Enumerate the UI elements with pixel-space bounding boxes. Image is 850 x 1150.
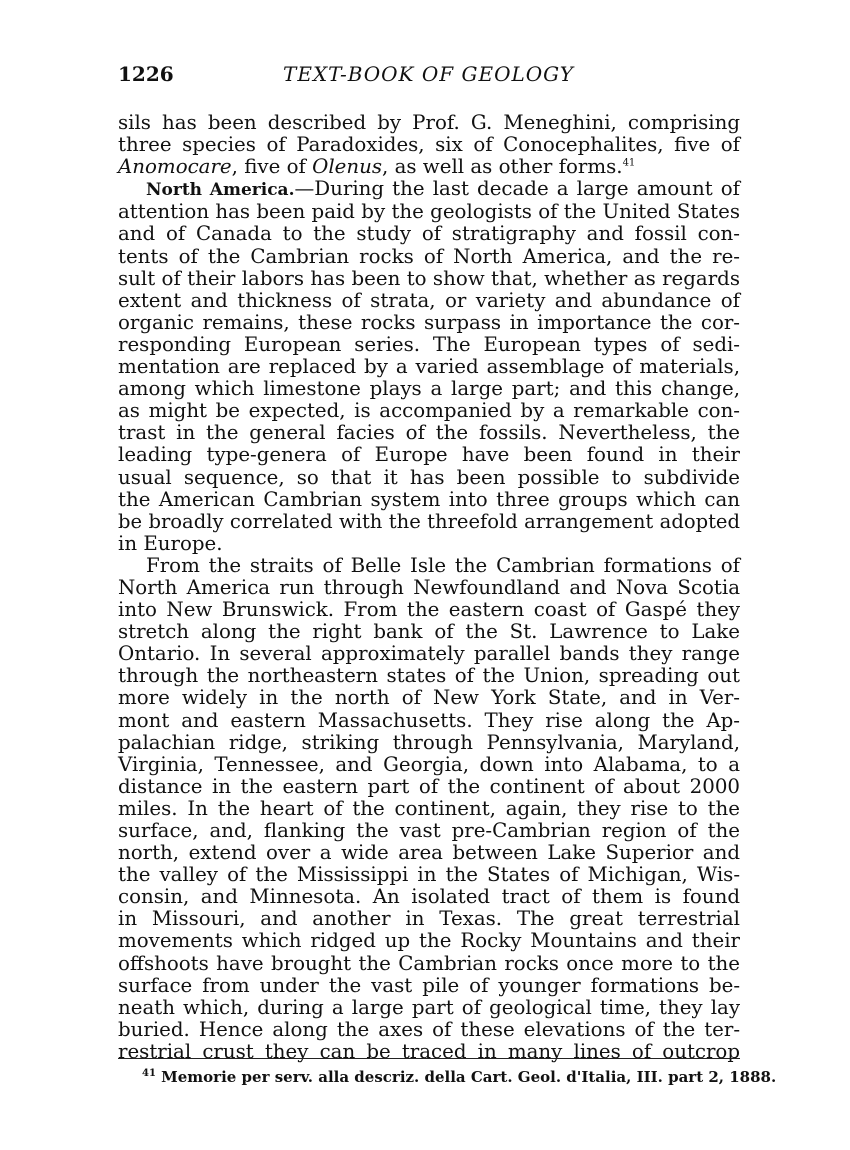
text-line: offshoots have brought the Cambrian rocks once more to the [118,951,740,975]
text-line: north, extend over a wide area between Lake Superior and [118,841,740,865]
text-line: movements which ridged up the Rocky Mountains and their [118,929,740,953]
footnote [118,1068,777,1086]
text-line: surface from under the vast pile of younger formations be- [118,973,740,997]
text-line: responding European series. The European types of sedi- [118,332,740,356]
text-line: mentation are replaced by a varied assemblage of materials, [118,355,740,379]
running-head [118,62,738,92]
text-line: Ontario. In several approximately parallel bands they range [118,642,740,666]
text-line: usual sequence, so that it has been possible to subdivide [118,465,740,489]
text-line: palachian ridge, striking through Pennsylvania, Maryland, [118,730,740,754]
genus-name: Olenus [312,155,382,179]
text-line: distance in the eastern part of the continent of about 2000 [118,774,740,798]
text-line: through the northeastern states of the Union, spreading out [118,664,740,688]
text-line: restrial crust they can be traced in many lines of outcrop [118,1039,740,1063]
text-line: three species of Paradoxides, six of Conocephalites, five of [118,133,740,157]
text-line: be broadly correlated with the threefold arrangement adopted [118,509,740,533]
text-line: mont and eastern Massachusetts. They rise along the Ap- [118,708,740,732]
paragraph-3 [118,555,740,1063]
footnote-rule [118,1058,740,1059]
paragraph-1 [118,112,740,178]
text-line: From the straits of Belle Isle the Cambrian formations of [146,553,740,577]
text-line: the valley of the Mississippi in the States of Michigan, Wis- [118,863,740,887]
text-line: Virginia, Tennessee, and Georgia, down into Alabama, to a [118,752,740,776]
text-line: North America.—During the last decade a large amount of [146,177,740,201]
footnote-text: Memorie per serv. alla descriz. della Cart. Geol. d'Italia, III. part 2, 1888. [161,1068,777,1086]
text-line: tents of the Cambrian rocks of North America, and the re- [118,244,740,268]
text-line: consin, and Minnesota. An isolated tract of them is found [118,885,740,909]
body-text [118,112,740,1063]
text-line: trast in the general facies of the fossils. Nevertheless, the [118,421,740,445]
text-line: attention has been paid by the geologists of the United States [118,200,740,224]
page-number: 1226 [118,62,174,86]
text-line: sult of their labors has been to show that, whether as regards [118,266,740,290]
genus-name: Anomocare [118,155,232,179]
text-line: leading type-genera of Europe have been found in their [118,443,740,467]
text-line: miles. In the heart of the continent, again, they rise to the [118,796,740,820]
text-line: as might be expected, is accompanied by a remarkable con- [118,399,740,423]
text-line: more widely in the north of New York State, and in Ver- [118,686,740,710]
text-line: Anomocare, five of Olenus, as well as other forms.$^{41}$ [118,155,636,179]
running-title: TEXT-BOOK OF GEOLOGY [283,62,574,86]
text-line: neath which, during a large part of geological time, they lay [118,995,740,1019]
text-line: surface, and, flanking the vast pre-Cambrian region of the [118,819,740,842]
text-line: the American Cambrian system into three groups which can [118,487,740,511]
text-line: buried. Hence along the axes of these elevations of the ter- [118,1017,740,1041]
text-line: sils has been described by Prof. G. Meneghini, comprising [118,111,740,134]
text-line: North America run through Newfoundland and Nova Scotia [118,575,740,599]
text-line: stretch along the right bank of the St. Lawrence to Lake [118,620,740,644]
section-heading: North America. [146,180,295,201]
footnote-ref: 41 [622,157,636,169]
footnote-number: 41 [142,1068,156,1079]
text-line: among which limestone plays a large part; and this change, [118,377,740,401]
text-line: in Europe. [118,531,223,555]
paragraph-2 [118,178,740,555]
text-line: extent and thickness of strata, or variety and abundance of [118,288,740,312]
text-line: in Missouri, and another in Texas. The great terrestrial [118,907,740,931]
text-line: and of Canada to the study of stratigraphy and fossil con- [118,222,740,246]
text-line: into New Brunswick. From the eastern coast of Gaspé they [118,598,740,622]
text-line: organic remains, these rocks surpass in importance the cor- [118,310,740,334]
